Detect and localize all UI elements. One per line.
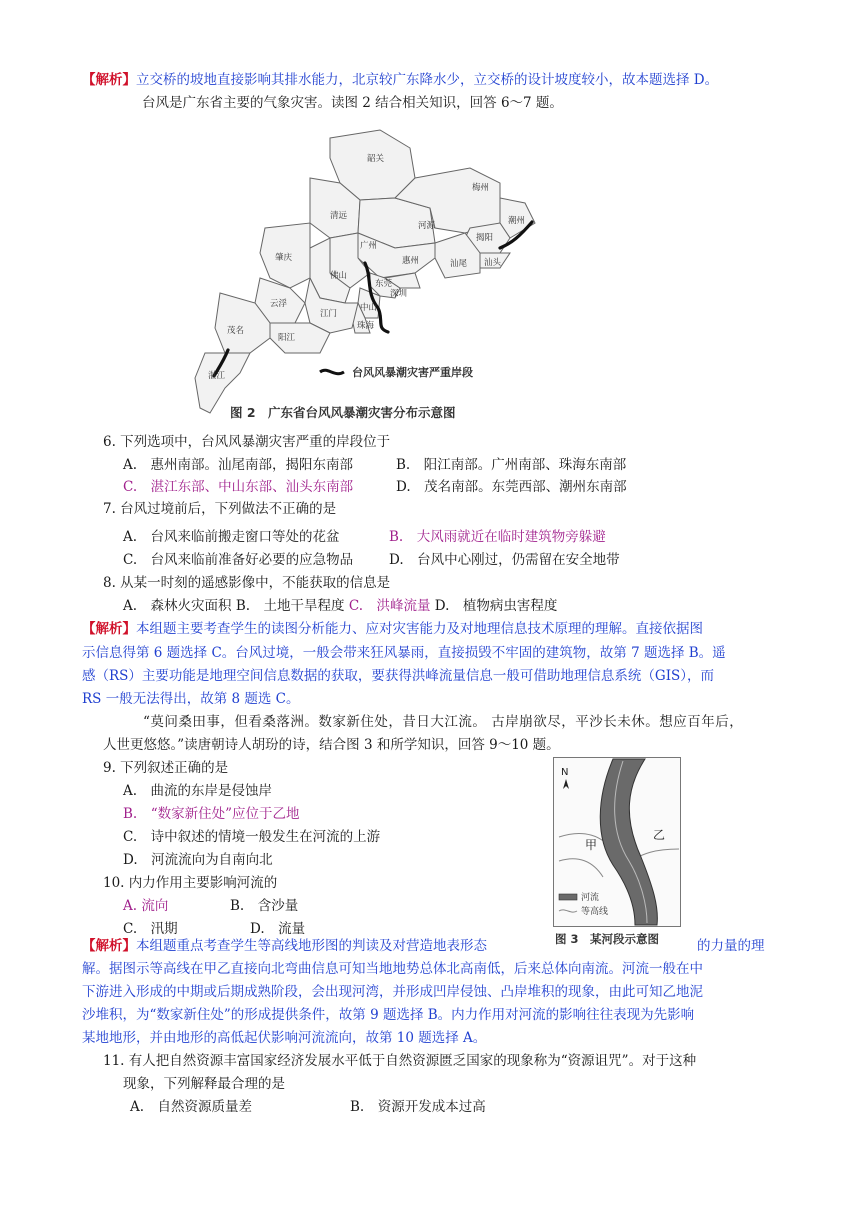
city-label: 广州 <box>360 241 378 251</box>
analysis-3-line-1a: 【解析】本组题重点考查学生等高线地形图的判读及对营造地表形态 <box>82 938 487 954</box>
analysis-3-line-1b: 的力量的理 <box>697 938 765 954</box>
city-label: 惠州 <box>402 256 420 266</box>
analysis-3-line-4: 沙堆积，为“数家新住处”的形成提供条件，故第 9 题选择 B。内力作用对河流的影响往往表现为先影响 <box>82 1007 695 1023</box>
city-label: 湛江 <box>208 371 226 381</box>
q10-option-a: A. 流向 <box>123 898 169 914</box>
legend-contour: 等高线 <box>581 907 609 917</box>
q8-option-a: A. 森林火灾面积 <box>123 598 232 614</box>
q7-option-d: D. 台风中心刚过，仍需留在安全地带 <box>389 552 620 568</box>
analysis-3-line-3: 下游进入形成的中期或后期成熟阶段，会出现河湾，并形成凹岸侵蚀、凸岸堆积的现象，由此可知乙地泥 <box>82 984 703 1000</box>
analysis-2-line-1: 【解析】本组题主要考查学生的读图分析能力、应对灾害能力及对地理信息技术原理的理解。直接依据图 <box>82 621 703 637</box>
city-label: 梅州 <box>472 183 490 193</box>
city-label: 汕尾 <box>450 259 468 269</box>
analysis-2-line-4: RS 一般无法得出，故第 8 题选 C。 <box>82 691 300 707</box>
city-label: 云浮 <box>270 299 288 309</box>
q7-option-a: A. 台风来临前搬走窗口等处的花盆 <box>123 529 340 545</box>
intro-analysis-line <box>82 70 718 90</box>
q10-option-d: D. 流量 <box>250 921 306 937</box>
q9-option-b: B. “数家新住处”应位于乙地 <box>123 806 300 822</box>
city-label: 韶关 <box>367 154 385 164</box>
analysis-text: 立交桥的坡地直接影响其排水能力，北京较广东降水少，立交桥的设计坡度较小，故本题选择 D。 <box>136 72 719 88</box>
figure-3 <box>553 757 681 927</box>
q11-stem-2: 现象，下列解释最合理的是 <box>123 1076 285 1092</box>
label-yi: 乙 <box>653 828 666 842</box>
legend-symbol <box>320 370 344 373</box>
river-diagram <box>553 757 681 927</box>
q8-option-b: B. 土地干旱程度 <box>235 598 345 614</box>
label-jia: 甲 <box>585 838 598 852</box>
figure-2 <box>180 128 550 428</box>
q7-option-c: C. 台风来临前准备好必要的应急物品 <box>123 552 354 568</box>
q9-stem: 9. 下列叙述正确的是 <box>103 760 229 776</box>
legend-river: 河流 <box>581 893 600 903</box>
analysis-tag: 【解析】 <box>82 72 136 88</box>
analysis-3-line-2: 解。据图示等高线在甲乙直接向北弯曲信息可知当地地势总体北高南低，后来总体向南流。河流一般在中 <box>82 961 703 977</box>
q10-option-c: C. 汛期 <box>123 921 178 937</box>
city-label: 河源 <box>418 221 436 231</box>
q9-option-d: D. 河流流向为自南向北 <box>123 852 273 868</box>
analysis-tag: 【解析】 <box>82 621 136 637</box>
city-label: 中山 <box>360 303 378 313</box>
q8-option-c: C. 洪峰流量 <box>348 598 431 614</box>
figure-3-caption: 图 3 某河段示意图 <box>555 932 660 946</box>
q8-stem: 8. 从某一时刻的遥感影像中，不能获取的信息是 <box>103 575 391 591</box>
q6-option-c: C. 湛江东部、中山东部、汕头东南部 <box>123 479 354 495</box>
q6-stem: 6. 下列选项中，台风风暴潮灾害严重的岸段位于 <box>103 434 391 450</box>
city-label: 肇庆 <box>275 253 293 263</box>
analysis-3-line-5: 某地地形，并由地形的高低起伏影响河流流向，故第 10 题选择 A。 <box>82 1030 487 1046</box>
city-label: 珠海 <box>357 321 375 331</box>
city-label: 揭阳 <box>476 233 494 243</box>
q11-option-a: A. 自然资源质量差 <box>130 1099 253 1115</box>
q7-stem: 7. 台风过境前后，下列做法不正确的是 <box>103 501 337 517</box>
map-legend: 台风风暴潮灾害严重岸段 <box>352 366 473 379</box>
poem-line-1: “莫问桑田事，但看桑落洲。数家新住处，昔日大江流。 古岸崩欲尽，平沙长未休。想应百年后， <box>143 714 744 730</box>
poem-line-2: 人世更悠悠。”读唐朝诗人胡玢的诗，结合图 3 和所学知识，回答 9～10 题。 <box>103 737 560 753</box>
q11-option-b: B. 资源开发成本过高 <box>350 1099 486 1115</box>
city-label: 茂名 <box>227 326 245 336</box>
city-label: 东莞 <box>375 279 393 289</box>
city-label: 阳江 <box>278 333 296 343</box>
q7-option-b: B. 大风雨就近在临时建筑物旁躲避 <box>389 529 606 545</box>
q8-option-d: D. 植物病虫害程度 <box>434 598 558 614</box>
typhoon-intro: 台风是广东省主要的气象灾害。读图 2 结合相关知识，回答 6～7 题。 <box>142 95 563 111</box>
q10-stem: 10. 内力作用主要影响河流的 <box>103 875 278 891</box>
city-label: 清远 <box>330 211 348 221</box>
city-label: 深圳 <box>390 289 408 299</box>
q9-option-c: C. 诗中叙述的情境一般发生在河流的上游 <box>123 829 381 845</box>
q6-option-a: A. 惠州南部。汕尾南部，揭阳东南部 <box>123 457 354 473</box>
q6-option-d: D. 茂名南部。东莞西部、潮州东南部 <box>396 479 627 495</box>
legend-river-symbol <box>559 894 577 900</box>
city-label: 汕头 <box>484 258 502 268</box>
city-label: 佛山 <box>330 271 348 281</box>
analysis-tag: 【解析】 <box>82 938 136 954</box>
guangdong-map <box>180 128 550 428</box>
q10-option-b: B. 含沙量 <box>230 898 299 914</box>
q9-option-a: A. 曲流的东岸是侵蚀岸 <box>123 783 273 799</box>
q11-stem-1: 11. 有人把自然资源丰富国家经济发展水平低于自然资源匮乏国家的现象称为“资源诅咒”。对于这种 <box>103 1053 697 1069</box>
q6-option-b: B. 阳江南部。广州南部、珠海东南部 <box>396 457 627 473</box>
q8-options <box>123 596 557 616</box>
analysis-2-line-3: 感（RS）主要功能是地理空间信息数据的获取，要获得洪峰流量信息一般可借助地理信息系统（GIS），而 <box>82 668 715 684</box>
city-label: 江门 <box>320 309 338 319</box>
north-label: N <box>561 767 569 778</box>
city-label: 潮州 <box>508 216 526 226</box>
analysis-2-line-2: 示信息得第 6 题选择 C。台风过境，一般会带来狂风暴雨，直接损毁不牢固的建筑物，故第 7 题选择 B。遥 <box>82 645 726 661</box>
figure-2-caption: 图 2 广东省台风风暴潮灾害分布示意图 <box>230 405 456 420</box>
